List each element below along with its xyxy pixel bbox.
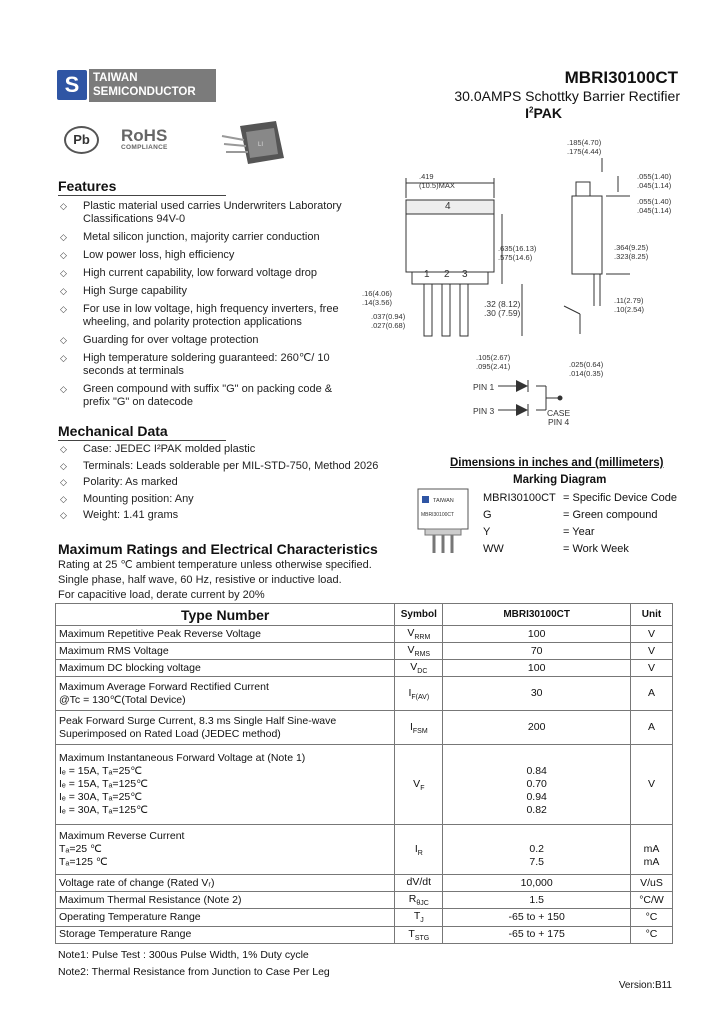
value-line: 30 (530, 687, 543, 700)
unit-line: °C (645, 911, 658, 924)
value-cell (443, 909, 631, 926)
param-line: Superimposed on Rated Load (JEDEC method) (59, 727, 281, 740)
unit-line: °C/W (639, 893, 664, 906)
unit-line: V (648, 778, 656, 791)
param-line: Maximum DC blocking voltage (59, 661, 201, 674)
value-line (446, 752, 627, 765)
marking-chip-brand: TAIWAN (433, 498, 454, 504)
feature-item: ◇ Green compound with suffix "G" on packing code & prefix "G" on datecode (60, 383, 350, 409)
unit-line (634, 830, 669, 843)
unit-cell (631, 875, 673, 892)
symbol-cell (395, 660, 443, 677)
feature-item: ◇ High Surge capability (60, 285, 350, 298)
symbol-cell (395, 825, 443, 875)
symbol-sub: R (417, 849, 423, 857)
ratings-note-3: For capacitive load, derate current by 20% (58, 589, 265, 601)
marking-value: = Work Week (563, 543, 629, 555)
symbol-main: V (410, 661, 418, 674)
param-line: Maximum Thermal Resistance (Note 2) (59, 893, 242, 906)
value-line (446, 830, 627, 843)
unit-line: mA (643, 843, 660, 856)
unit-line: A (648, 687, 656, 700)
col-type-number: Type Number (56, 604, 395, 626)
param-cell (56, 825, 395, 875)
col-symbol: Symbol (395, 604, 443, 626)
dim-tab-thickness: .185(4.70) .175(4.44) (567, 138, 602, 156)
param-cell (56, 626, 395, 643)
param-cell (56, 926, 395, 943)
param-line: Iₑ = 30A, Tₐ=25℃ (59, 791, 143, 804)
dim-body-height: .635(16.13) .575(14.6) (498, 244, 537, 262)
dim-pitch: .105(2.67) .095(2.41) (476, 353, 511, 371)
feature-item: ◇ High temperature soldering guaranteed: 260℃/ 10 seconds at terminals (60, 352, 350, 378)
symbol-pin3: PIN 3 (473, 406, 495, 416)
rohs-badge: RoHS (121, 126, 168, 145)
col-unit: Unit (631, 604, 673, 626)
unit-line: V (648, 661, 656, 674)
value-line: 0.94 (526, 791, 547, 804)
unit-cell (631, 745, 673, 825)
marking-legend-row (483, 524, 677, 541)
unit-cell (631, 909, 673, 926)
dim-lead-offset: .16(4.06) .14(3.56) (362, 289, 393, 307)
marking-key: Y (483, 526, 491, 538)
value-line: 200 (527, 721, 546, 734)
marking-value: = Green compound (563, 509, 658, 521)
dim-lead-bend: .11(2.79) .10(2.54) (614, 296, 645, 314)
ratings-notes (58, 558, 372, 603)
symbol-sub: J (420, 917, 424, 925)
dim-side-height: .364(9.25) .323(8.25) (614, 243, 649, 261)
footnote-2: Note2: Thermal Resistance from Junction to Case Per Leg (58, 966, 330, 978)
symbol-main: V (413, 777, 421, 790)
value-cell (443, 711, 631, 745)
value-line: 1.5 (529, 893, 544, 906)
feature-item: ◇ Plastic material used carries Underwriters Laboratory Classifications 94V-0 (60, 200, 350, 226)
value-line: 100 (527, 627, 546, 640)
dim-top-1: .055(1.40) .045(1.14) (637, 172, 672, 190)
mechanical-item: ◇ Polarity: As marked (60, 476, 400, 489)
symbol-cell (395, 875, 443, 892)
param-line: Operating Temperature Range (59, 911, 201, 924)
product-subtitle: 30.0AMPS Schottky Barrier Rectifier (454, 88, 680, 104)
table-row (56, 745, 673, 825)
table-row (56, 626, 673, 643)
param-cell (56, 660, 395, 677)
svg-text:LI: LI (258, 142, 264, 148)
symbol-cell (395, 909, 443, 926)
symbol-sub: STG (414, 934, 430, 942)
feature-item: ◇ For use in low voltage, high frequency inverters, free wheeling, and polarity protection applications (60, 303, 350, 329)
symbol-main: dV/dt (406, 876, 432, 889)
dim-lead-length: .32 (8.12) .30 (7.59) (484, 299, 521, 318)
param-line: Maximum Reverse Current (59, 830, 185, 843)
value-line: 0.82 (526, 804, 547, 817)
mechanical-item: ◇ Case: JEDEC I²PAK molded plastic (60, 443, 400, 456)
table-row (56, 643, 673, 660)
param-line: Tₐ=25 ℃ (59, 843, 102, 856)
symbol-pin4: PIN 4 (548, 417, 570, 427)
marking-chip-code: MBRI30100CT (421, 512, 455, 518)
marking-legend-row (483, 490, 677, 507)
symbol-cell (395, 677, 443, 711)
unit-cell (631, 643, 673, 660)
value-cell (443, 825, 631, 875)
col-value: MBRI30100CT (443, 604, 631, 626)
value-line: 0.70 (526, 778, 547, 791)
symbol-sub: F(AV) (411, 693, 430, 701)
features-rule (58, 195, 226, 196)
symbol-cell (395, 711, 443, 745)
symbol-main: T (408, 927, 415, 940)
mechanical-rule (58, 440, 226, 441)
value-line: 0.84 (526, 765, 547, 778)
unit-line: V (648, 644, 656, 657)
param-line: @Tc = 130℃(Total Device) (59, 693, 186, 706)
param-cell (56, 875, 395, 892)
marking-value: = Year (563, 526, 595, 538)
param-cell (56, 677, 395, 711)
marking-heading: Marking Diagram (513, 474, 607, 486)
symbol-sub: DC (417, 668, 428, 676)
marking-legend-row (483, 541, 677, 558)
symbol-cell (395, 626, 443, 643)
symbol-pin1: PIN 1 (473, 382, 495, 392)
feature-item: ◇ Low power loss, high efficiency (60, 249, 350, 262)
value-cell (443, 892, 631, 909)
symbol-cell (395, 643, 443, 660)
value-line: 10,000 (520, 876, 553, 889)
symbol-sub: RRM (414, 634, 431, 642)
symbol-cell (395, 892, 443, 909)
tab-pin-number: 4 (445, 201, 451, 212)
package-photo-icon (218, 118, 288, 168)
value-line: -65 to + 150 (508, 911, 565, 924)
param-line: Maximum Instantaneous Forward Voltage at (Note 1) (59, 752, 306, 765)
symbol-main: R (408, 893, 417, 906)
symbol-sub: θJC (416, 900, 429, 908)
symbol-main: I (414, 842, 418, 855)
unit-line: V (648, 627, 656, 640)
dim-lead-thickness: .025(0.64) .014(0.35) (569, 360, 604, 378)
table-row (56, 711, 673, 745)
dim-lead-width: .037(0.94) .027(0.68) (371, 312, 406, 330)
value-cell (443, 677, 631, 711)
value-cell (443, 926, 631, 943)
value-line: 70 (530, 644, 543, 657)
footnote-1: Note1: Pulse Test : 300us Pulse Width, 1% Duty cycle (58, 949, 309, 961)
value-cell (443, 626, 631, 643)
value-cell (443, 875, 631, 892)
marking-key: WW (483, 543, 504, 555)
unit-line: A (648, 721, 656, 734)
param-line: Maximum Repetitive Peak Reverse Voltage (59, 627, 261, 640)
table-row (56, 660, 673, 677)
mechanical-item: ◇ Weight: 1.41 grams (60, 509, 400, 522)
symbol-sub: RMS (414, 651, 431, 659)
dim-width: .419 (10.5)MAX (419, 172, 455, 190)
unit-cell (631, 892, 673, 909)
mechanical-list (60, 443, 400, 526)
param-line: Iₑ = 30A, Tₐ=125℃ (59, 804, 148, 817)
pin-label-3: 3 (462, 269, 468, 280)
package-type: $I^2PAK$ (525, 105, 562, 121)
table-row (56, 909, 673, 926)
value-line: 0.2 (529, 843, 544, 856)
symbol-sub: F (420, 784, 425, 792)
pb-free-badge: Pb (64, 126, 99, 154)
param-line: Maximum Average Forward Rectified Current (59, 680, 269, 693)
dim-top-2: .055(1.40) .045(1.14) (637, 197, 672, 215)
unit-cell (631, 677, 673, 711)
value-line: -65 to + 175 (508, 928, 565, 941)
unit-cell (631, 660, 673, 677)
symbol-main: V (407, 644, 415, 657)
param-line: Voltage rate of change (Rated Vᵣ) (59, 876, 215, 889)
marking-key: G (483, 509, 492, 521)
value-line: 100 (527, 661, 546, 674)
unit-line: mA (643, 856, 660, 869)
table-row (56, 892, 673, 909)
symbol-main: T (413, 910, 421, 923)
unit-cell (631, 825, 673, 875)
unit-cell (631, 711, 673, 745)
pin-label-1: 1 (424, 269, 430, 280)
marking-value: = Specific Device Code (563, 492, 678, 504)
rohs-compliance-label: COMPLIANCE (121, 144, 168, 151)
table-row (56, 926, 673, 943)
part-number: MBRI30100CT (564, 68, 678, 87)
company-logo: S (57, 70, 87, 100)
value-cell (443, 643, 631, 660)
param-cell (56, 745, 395, 825)
ratings-note-1: Rating at 25 ℃ ambient temperature unless otherwise specified. (58, 559, 372, 571)
ratings-heading: Maximum Ratings and Electrical Characteristics (58, 541, 378, 557)
unit-line: °C (645, 928, 658, 941)
mechanical-heading: Mechanical Data (58, 423, 168, 439)
mechanical-item: ◇ Mounting position: Any (60, 493, 400, 506)
marking-key: MBRI30100CT (483, 492, 556, 504)
symbol-case: CASE (547, 408, 571, 418)
param-line: Storage Temperature Range (59, 928, 192, 941)
param-line: Maximum RMS Voltage (59, 644, 169, 657)
feature-item: ◇ High current capability, low forward voltage drop (60, 267, 350, 280)
version-label: Version:B11 (618, 980, 672, 991)
company-name-line1: TAIWAN (93, 72, 138, 84)
table-row (56, 825, 673, 875)
symbol-cell (395, 745, 443, 825)
features-list (60, 200, 350, 414)
symbol-main: I (408, 686, 412, 699)
dimensions-caption: Dimensions in inches and (millimeters) (450, 457, 664, 469)
pin-label-2: 2 (444, 269, 450, 280)
value-cell (443, 660, 631, 677)
features-heading: Features (58, 178, 117, 194)
feature-item: ◇ Guarding for over voltage protection (60, 334, 350, 347)
unit-cell (631, 626, 673, 643)
company-name (89, 69, 216, 102)
table-row (56, 875, 673, 892)
ratings-note-2: Single phase, half wave, 60 Hz, resistive or inductive load. (58, 574, 342, 586)
param-cell (56, 892, 395, 909)
param-line: Iₑ = 15A, Tₐ=125℃ (59, 778, 148, 791)
param-cell (56, 909, 395, 926)
symbol-main: I (409, 720, 413, 733)
unit-cell (631, 926, 673, 943)
param-line: Peak Forward Surge Current, 8.3 ms Single Half Sine-wave (59, 714, 337, 727)
value-line: 7.5 (529, 856, 544, 869)
unit-line: V/uS (640, 876, 663, 889)
symbol-main: V (407, 627, 415, 639)
marking-legend-row (483, 507, 677, 524)
value-cell (443, 745, 631, 825)
footnotes (58, 947, 330, 981)
marking-legend (483, 490, 677, 558)
symbol-sub: FSM (412, 727, 428, 735)
param-line: Iₑ = 15A, Tₐ=25℃ (59, 765, 143, 778)
symbol-cell (395, 926, 443, 943)
param-cell (56, 643, 395, 660)
param-line: Tₐ=125 ℃ (59, 856, 108, 869)
ratings-table (55, 603, 673, 944)
company-name-line2: SEMICONDUCTOR (93, 86, 196, 98)
mechanical-item: ◇ Terminals: Leads solderable per MIL-STD-750, Method 2026 (60, 460, 400, 473)
param-cell (56, 711, 395, 745)
table-row (56, 677, 673, 711)
feature-item: ◇ Metal silicon junction, majority carrier conduction (60, 231, 350, 244)
